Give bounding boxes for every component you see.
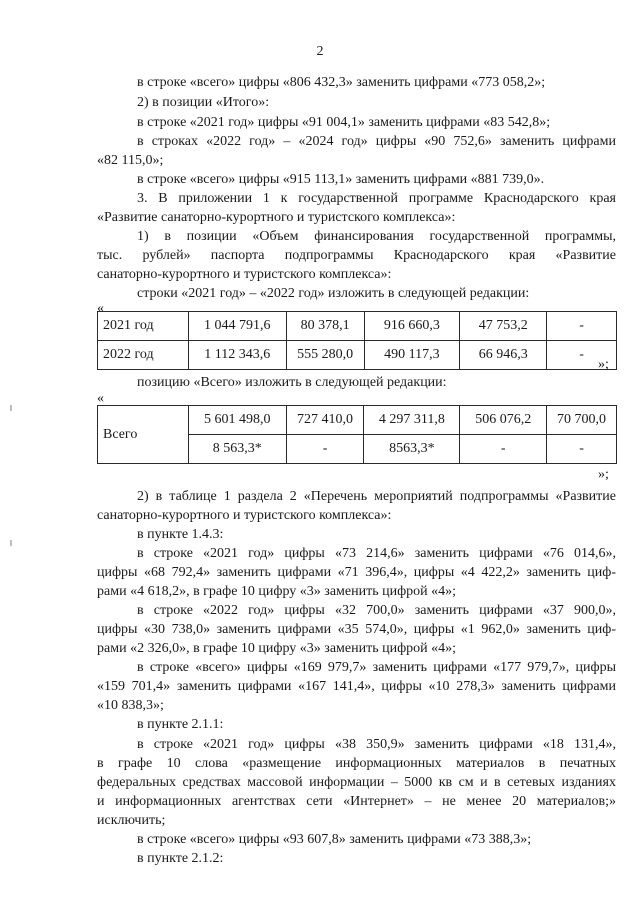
table-cell: 916 660,3 [364,312,460,341]
table-cell: - [547,312,617,341]
text-line: позицию «Всего» изложить в следующей редакции: [137,375,447,390]
text-line: «10 838,3»; [97,698,164,713]
text-line: в строке «2021 год» цифры «38 350,9» заменить цифрами «18 131,4», [137,737,616,752]
text-line: в графе 10 слова «размещение информационных материалов в печатных [97,756,616,771]
text-line: тыс. рублей» паспорта подпрограммы Краснодарского края «Развитие [97,248,616,263]
text-line: 2) в позиции «Итого»: [137,95,270,110]
table-cell: Всего [98,406,189,464]
table-cell: 8 563,3* [188,435,286,464]
text-line: и информационных агентствах сети «Интернет» – не менее 20 материалов;» [97,794,616,809]
text-line: в строке «2022 год» цифры «32 700,0» заменить цифрами «37 900,0», [137,603,616,618]
text-line: «159 701,4» заменить цифрами «167 141,4», цифры «10 278,3» заменить цифрами [97,679,616,694]
table-cell: 1 112 343,6 [188,341,286,370]
table-cell: 5 601 498,0 [188,406,286,435]
text-line: рами «4 618,2», в графе 10 цифру «3» заменить цифрой «4»; [97,584,457,599]
text-line: в строке «2021 год» цифры «91 004,1» заменить цифрами «83 542,8»; [137,115,551,130]
table-cell: 1 044 791,6 [188,312,286,341]
table-row [98,341,617,370]
table-cell: 2021 год [98,312,189,341]
text-line: в строке «2021 год» цифры «73 214,6» заменить цифрами «76 014,6», [137,546,616,561]
text-line: в строке «всего» цифры «93 607,8» заменить цифрами «73 388,3»; [137,832,532,847]
opening-quote: « [97,301,104,316]
text-line: 1) в позиции «Объем финансирования государственной программы, [137,229,616,244]
text-line: в строке «всего» цифры «915 113,1» заменить цифрами «881 739,0». [137,172,545,187]
text-line: цифры «30 738,0» заменить цифрами «35 574,0», цифры «1 962,0» заменить циф- [97,622,616,637]
text-line: рами «2 326,0», в графе 10 цифру «3» заменить цифрой «4»; [97,641,457,656]
text-line: 3. В приложении 1 к государственной программе Краснодарского края [137,191,616,206]
scan-mark [10,540,12,546]
closing-quote: »; [598,467,609,482]
text-line: федеральных средствах массовой информации – 5000 кв см и в сетевых изданиях [97,775,616,790]
table-cell: 66 946,3 [460,341,547,370]
funding-table-total [97,405,617,464]
text-line: строки «2021 год» – «2022 год» изложить в следующей редакции: [137,286,530,301]
text-line: в пункте 1.4.3: [137,527,224,542]
text-line: 2) в таблице 1 раздела 2 «Перечень мероприятий подпрограммы «Развитие [137,489,616,504]
table-cell: 47 753,2 [460,312,547,341]
text-line: в строках «2022 год» – «2024 год» цифры «90 752,6» заменить цифрами [137,134,616,149]
text-line: в пункте 2.1.2: [137,851,224,866]
text-line: санаторно-курортного и туристского комплекса»: [97,267,392,282]
table-cell: 490 117,3 [364,341,460,370]
text-line: в пункте 2.1.1: [137,717,224,732]
table-cell: 8563,3* [364,435,460,464]
text-line: исключить; [97,813,166,828]
table-cell: 727 410,0 [286,406,364,435]
text-line: в строке «всего» цифры «169 979,7» заменить цифрами «177 979,7», цифры [137,660,616,675]
closing-quote: »; [598,357,609,372]
funding-table-years [97,311,617,370]
text-line: санаторно-курортного и туристского комплекса»: [97,508,392,523]
table-row [98,406,617,435]
table-cell: - [547,435,617,464]
table-cell: 70 700,0 [547,406,617,435]
table-cell: 555 280,0 [286,341,364,370]
table-cell: - [286,435,364,464]
page-number: 2 [316,44,324,59]
scan-mark [10,405,12,411]
text-line: в строке «всего» цифры «806 432,3» заменить цифрами «773 058,2»; [137,75,546,90]
text-line: «82 115,0»; [97,153,164,168]
table-cell: - [460,435,547,464]
table-cell: 506 076,2 [460,406,547,435]
table-cell: 80 378,1 [286,312,364,341]
table-cell: 2022 год [98,341,189,370]
table-cell: - [547,341,617,370]
table-row [98,312,617,341]
text-line: «Развитие санаторно-курортного и туристского комплекса»: [97,210,456,225]
text-line: цифры «68 792,4» заменить цифрами «71 396,4», цифры «4 422,2» заменить циф- [97,565,616,580]
opening-quote: « [97,391,104,406]
table-cell: 4 297 311,8 [364,406,460,435]
